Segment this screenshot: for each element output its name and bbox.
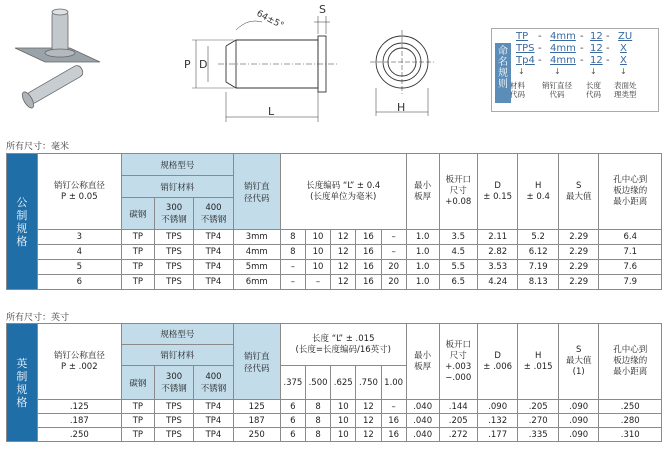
product-illustration bbox=[10, 0, 120, 115]
metric-edge-distance-header: 孔中心到 板边缘的 最小距离 bbox=[599, 154, 662, 230]
metric-ss300-header: 300 不锈钢 bbox=[154, 198, 193, 230]
caption-length: 长度 代码 bbox=[586, 81, 601, 99]
metric-s-header: S 最大值 bbox=[558, 154, 599, 230]
metric-ss400-header: 400 不锈钢 bbox=[194, 198, 233, 230]
inch-spec-table bbox=[6, 323, 662, 442]
length-col-header: 1.00 bbox=[381, 366, 406, 400]
inch-code-header: 销钉直 径代码 bbox=[233, 324, 280, 400]
caption-finish: 表面处 理类型 bbox=[614, 81, 637, 99]
inch-side-title: 英 制 规 格 bbox=[7, 324, 38, 442]
inch-h-header: H ± .015 bbox=[518, 324, 559, 400]
metric-d-header: D ± 0.15 bbox=[477, 154, 518, 230]
dim-l-label: L bbox=[268, 105, 275, 118]
length-col-header: .750 bbox=[356, 366, 381, 400]
inch-length-header: 长度 “L” ± .015 (长度=长度编码/16英寸) bbox=[280, 324, 406, 366]
dim-h-label: H bbox=[397, 101, 406, 114]
table-row: .187 TP TPS TP4 187 6 8 10 12 16 .040 .205 .132 .270 .090 .280 bbox=[7, 414, 662, 428]
inch-ss300-header: 300 不锈钢 bbox=[154, 366, 193, 400]
dim-s-label: S bbox=[319, 3, 326, 16]
inch-material-header: 销钉材料 bbox=[121, 345, 233, 366]
metric-code-header: 销钉直 径代码 bbox=[233, 154, 280, 230]
length-col-header: .625 bbox=[331, 366, 356, 400]
inch-carbon-header: 碳钢 bbox=[121, 366, 154, 400]
inch-caption: 所有尺寸：英寸 bbox=[6, 313, 70, 323]
inch-s-header: S 最大值 (1) bbox=[558, 324, 599, 400]
inch-edge-distance-header: 孔中心到 板边缘的 最小距离 bbox=[599, 324, 662, 400]
table-row: 4 TP TPS TP4 4mm 8 10 12 16 – 1.0 4.5 2.82 6.12 2.29 7.1 bbox=[7, 245, 662, 260]
table-row: .250 TP TPS TP4 250 6 8 10 12 16 .040 .272 .177 .335 .090 .310 bbox=[7, 428, 662, 442]
metric-caption: 所有尺寸：毫米 bbox=[6, 142, 70, 152]
inch-spec-header: 规格型号 bbox=[121, 324, 233, 345]
metric-material-header: 销钉材料 bbox=[121, 176, 233, 198]
angle-label: 64±5° bbox=[254, 8, 286, 32]
table-row: 6 TP TPS TP4 6mm – – 12 16 20 1.0 6.5 4.24 8.13 2.29 7.9 bbox=[7, 275, 662, 290]
dim-p-label: P bbox=[184, 58, 191, 71]
metric-carbon-header: 碳钢 bbox=[121, 198, 154, 230]
metric-hole-size-header: 板开口 尺寸 +0.08 bbox=[439, 154, 477, 230]
length-col-header: .500 bbox=[305, 366, 330, 400]
metric-h-header: H ± 0.4 bbox=[518, 154, 559, 230]
inch-d-header: D ± .006 bbox=[477, 324, 518, 400]
table-row: 3 TP TPS TP4 3mm 8 10 12 16 – 1.0 3.5 2.11 5.2 2.29 6.4 bbox=[7, 230, 662, 245]
caption-diameter: 销钉直径 代码 bbox=[542, 81, 572, 99]
metric-spec-table bbox=[6, 153, 662, 290]
metric-length-header: 长度编码 “L” ± 0.4 (长度单位为毫米) bbox=[280, 154, 406, 230]
inch-diameter-header: 销钉公称直径 P ± .002 bbox=[37, 324, 121, 400]
table-row: .125 TP TPS TP4 125 6 8 10 12 – .040 .144 .090 .205 .090 .250 bbox=[7, 400, 662, 414]
metric-diameter-header: 销钉公称直径 P ± 0.05 bbox=[37, 154, 121, 230]
table-row: 5 TP TPS TP4 5mm – 10 12 16 20 1.0 5.5 3.53 7.19 2.29 7.6 bbox=[7, 260, 662, 275]
side-view-drawing bbox=[178, 0, 348, 125]
metric-side-title: 公 制 规 格 bbox=[7, 154, 38, 290]
caption-material: 材料 代码 bbox=[510, 81, 525, 99]
naming-side-title: 命 名 规 则 bbox=[495, 43, 511, 103]
metric-spec-header: 规格型号 bbox=[121, 154, 233, 176]
naming-rule-box: 命 名 规 则 TP - 4mm - 12 - ZU TPS - 4mm - 12 - X Tp4 - 4mm - 12 - X ↓ ↓ ↓ ↓ 材料 代码 销钉直径 代码 长度 代码 表面处 理类型 bbox=[491, 28, 659, 112]
end-view-drawing bbox=[366, 22, 446, 122]
inch-hole-size-header: 板开口 尺寸 +.003 −.000 bbox=[439, 324, 477, 400]
metric-min-thickness-header: 最小 板厚 bbox=[406, 154, 439, 230]
length-col-header: .375 bbox=[280, 366, 305, 400]
inch-ss400-header: 400 不锈钢 bbox=[194, 366, 233, 400]
inch-min-thickness-header: 最小 板厚 bbox=[406, 324, 439, 400]
dim-d-label: D bbox=[199, 58, 208, 71]
